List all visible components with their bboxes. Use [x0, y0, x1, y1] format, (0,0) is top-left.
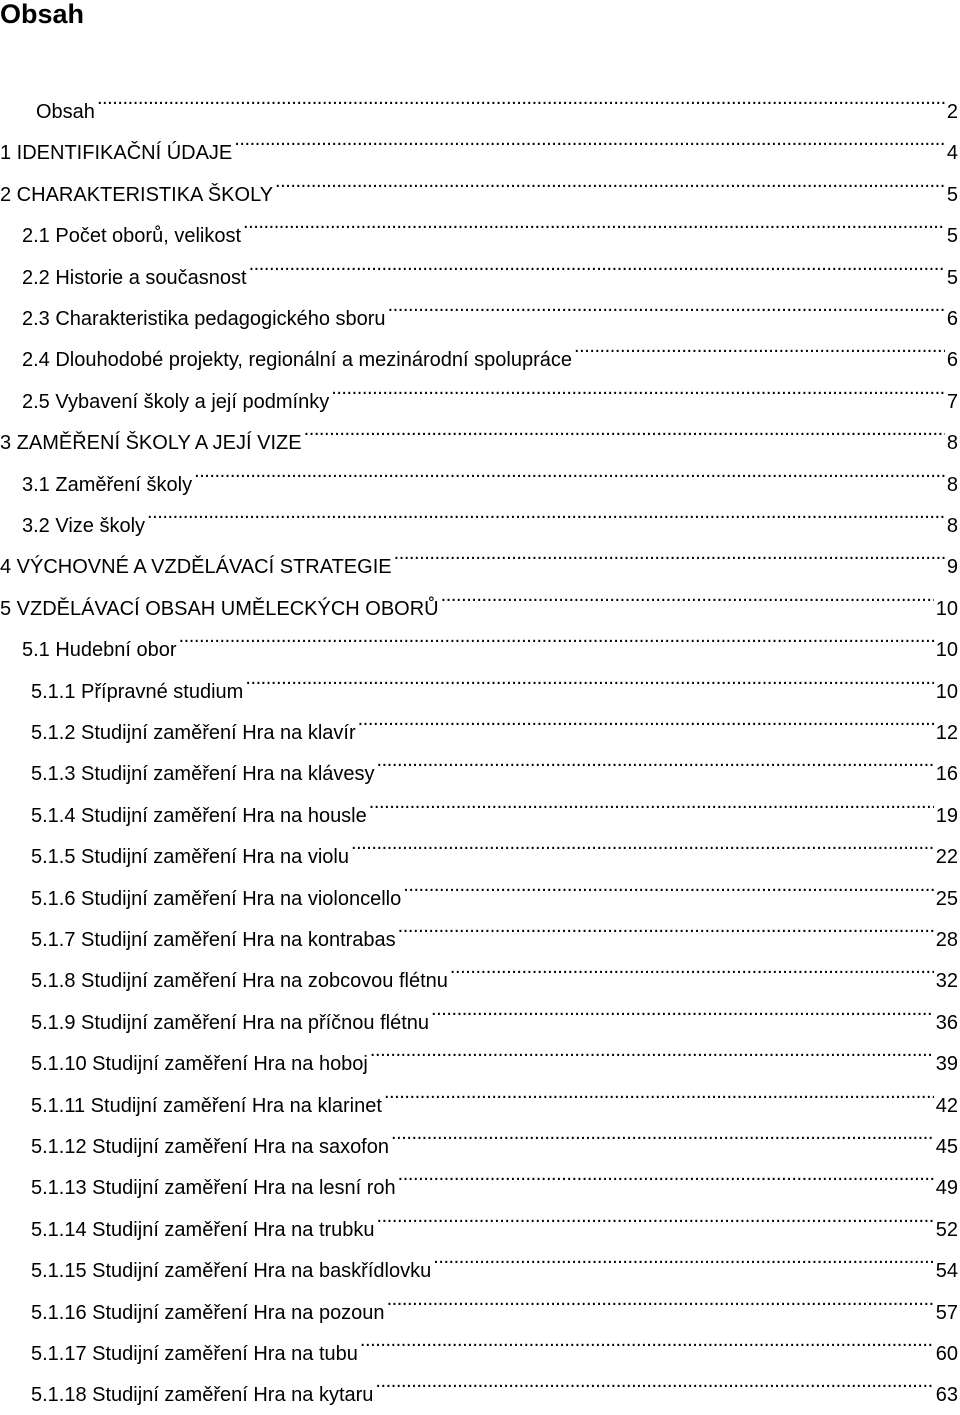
toc-entry-page-number: 6: [946, 308, 958, 330]
toc-entry[interactable]: [0, 119, 960, 165]
toc-entry-page-number: 54: [935, 1260, 958, 1283]
toc-entry-page-number: 28: [935, 929, 958, 951]
toc-entry-label: 5.1.8 Studijní zaměření Hra na zobcovou flétnu: [31, 970, 448, 993]
toc-leader-dots: [304, 409, 945, 449]
toc-entry-page-number: 32: [935, 970, 958, 993]
toc-leader-dots: [194, 451, 945, 491]
toc-entry-page-number: 10: [935, 680, 958, 703]
toc-entry-page-number: 7: [946, 390, 958, 413]
toc-entry[interactable]: [31, 782, 960, 827]
toc-entry-page-number: 16: [935, 763, 958, 786]
toc-leader-dots: [97, 78, 945, 118]
toc-leader-dots: [388, 285, 945, 325]
toc-entry-label: 5.1.11 Studijní zaměření Hra na klarinet: [31, 1094, 382, 1117]
toc-entry-label: 3.1 Zaměření školy: [22, 473, 193, 496]
toc-entry[interactable]: [22, 326, 960, 372]
toc-leader-dots: [398, 1154, 934, 1194]
toc-entry-label: 2.5 Vybavení školy a její podmínky: [22, 390, 330, 413]
toc-entry-label: 4 VÝCHOVNÉ A VZDĚLÁVACÍ STRATEGIE: [0, 556, 392, 579]
toc-entry[interactable]: [31, 1237, 960, 1283]
toc-leader-dots: [375, 1361, 933, 1401]
toc-entry-page-number: 5: [946, 225, 958, 248]
toc-leader-dots: [147, 492, 945, 532]
toc-entry-label: 2 CHARAKTERISTIKA ŠKOLY: [0, 183, 274, 206]
toc-entry-page-number: 9: [946, 556, 958, 579]
toc-leader-dots: [450, 947, 934, 987]
toc-entry-page-number: 60: [935, 1343, 958, 1365]
toc-entry-label: 2.2 Historie a současnost: [22, 266, 247, 289]
toc-entry-page-number: 36: [935, 1011, 958, 1034]
toc-entry[interactable]: [0, 533, 960, 579]
toc-entry-page-number: 22: [935, 846, 958, 869]
toc-entry[interactable]: [22, 202, 960, 248]
toc-leader-dots: [275, 161, 945, 201]
toc-leader-dots: [377, 1196, 934, 1236]
toc-leader-dots: [331, 368, 945, 408]
toc-entry-label: 5.1.6 Studijní zaměření Hra na violoncello: [31, 887, 402, 910]
toc-leader-dots: [377, 740, 934, 780]
toc-entry-page-number: 45: [935, 1136, 958, 1158]
toc-entry[interactable]: [31, 1030, 960, 1076]
toc-entry-label: 5.1.18 Studijní zaměření Hra na kytaru: [31, 1384, 374, 1407]
toc-entry-label: 5.1.13 Studijní zaměření Hra na lesní roh: [31, 1177, 396, 1200]
toc-entry[interactable]: [22, 285, 960, 330]
toc-leader-dots: [360, 1320, 934, 1360]
toc-entry[interactable]: [31, 1279, 960, 1324]
toc-entry[interactable]: [31, 699, 960, 744]
toc-entry-page-number: 6: [946, 349, 958, 372]
toc-entry-label: 5.1.10 Studijní zaměření Hra na hoboj: [31, 1053, 368, 1076]
toc-entry[interactable]: [31, 1361, 960, 1407]
toc-entry[interactable]: [22, 451, 960, 496]
toc-entry[interactable]: [0, 161, 960, 206]
toc-entry-label: 5.1 Hudební obor: [22, 639, 177, 662]
toc-entry[interactable]: [36, 78, 960, 123]
toc-leader-dots: [387, 1279, 934, 1319]
toc-leader-dots: [384, 1072, 934, 1112]
toc-entry[interactable]: [31, 823, 960, 869]
toc-leader-dots: [431, 989, 934, 1029]
toc-entry-page-number: 4: [946, 142, 958, 165]
toc-entry-label: 3 ZAMĚŘENÍ ŠKOLY A JEJÍ VIZE: [0, 432, 302, 455]
toc-leader-dots: [394, 533, 945, 573]
toc-leader-dots: [358, 699, 934, 739]
toc-leader-dots: [369, 782, 934, 822]
toc-leader-dots: [403, 865, 934, 905]
page-title: Obsah: [0, 0, 85, 29]
toc-entry-label: 3.2 Vize školy: [22, 515, 146, 537]
toc-entry[interactable]: [31, 989, 960, 1034]
toc-entry-page-number: 5: [946, 183, 958, 206]
toc-entry-label: 5 VZDĚLÁVACÍ OBSAH UMĚLECKÝCH OBORŮ: [0, 597, 439, 620]
toc-entry-page-number: 63: [935, 1384, 958, 1407]
toc-entry-label: 5.1.3 Studijní zaměření Hra na klávesy: [31, 763, 375, 786]
toc-entry-page-number: 8: [946, 432, 958, 455]
toc-entry-page-number: 8: [946, 515, 958, 537]
toc-leader-dots: [245, 658, 933, 698]
toc-entry[interactable]: [31, 1072, 960, 1117]
toc-entry-page-number: 52: [935, 1218, 958, 1241]
toc-entry[interactable]: [31, 1196, 960, 1241]
toc-entry-label: 5.1.7 Studijní zaměření Hra na kontrabas: [31, 929, 396, 951]
toc-entry-label: 5.1.14 Studijní zaměření Hra na trubku: [31, 1218, 375, 1241]
toc-leader-dots: [391, 1113, 934, 1153]
toc-entry-page-number: 8: [946, 473, 958, 496]
toc-entry-label: 2.3 Charakteristika pedagogického sboru: [22, 308, 386, 330]
toc-entry-label: Obsah: [36, 101, 95, 123]
toc-entry-label: 5.1.2 Studijní zaměření Hra na klavír: [31, 722, 356, 744]
toc-entry[interactable]: [31, 1320, 960, 1365]
toc-leader-dots: [441, 575, 934, 615]
toc-entry-page-number: 10: [935, 639, 958, 662]
toc-entry-page-number: 2: [946, 101, 958, 123]
toc-entry-page-number: 19: [935, 804, 958, 827]
toc-entry-label: 5.1.17 Studijní zaměření Hra na tubu: [31, 1343, 358, 1365]
toc-entry-page-number: 10: [935, 597, 958, 620]
toc-entry[interactable]: [31, 1154, 960, 1200]
toc-leader-dots: [179, 616, 934, 656]
toc-leader-dots: [433, 1237, 934, 1277]
toc-entry-label: 5.1.4 Studijní zaměření Hra na housle: [31, 804, 367, 827]
toc-entry-label: 2.1 Počet oborů, velikost: [22, 225, 242, 248]
toc-entry[interactable]: [22, 244, 960, 289]
toc-entry-page-number: 57: [935, 1301, 958, 1324]
toc-entry[interactable]: [31, 865, 960, 910]
toc-entry[interactable]: [0, 575, 960, 620]
toc-entry-label: 2.4 Dlouhodobé projekty, regionální a mezinárodní spolupráce: [22, 349, 572, 372]
toc-entry-label: 5.1.12 Studijní zaměření Hra na saxofon: [31, 1136, 389, 1158]
toc-entry[interactable]: [0, 409, 960, 455]
toc-entry-label: 1 IDENTIFIKAČNÍ ÚDAJE: [0, 142, 233, 165]
toc-entry[interactable]: [22, 616, 960, 662]
toc-entry[interactable]: [22, 368, 960, 413]
toc-leader-dots: [370, 1030, 934, 1070]
toc-leader-dots: [249, 244, 945, 284]
toc-entry[interactable]: [31, 947, 960, 993]
toc-entry-page-number: 39: [935, 1053, 958, 1076]
toc-entry-page-number: 42: [935, 1094, 958, 1117]
toc-entry-page-number: 12: [935, 722, 958, 744]
toc-entry-page-number: 25: [935, 887, 958, 910]
toc-entry-page-number: 49: [935, 1177, 958, 1200]
toc-leader-dots: [398, 906, 934, 946]
toc-entry[interactable]: [22, 492, 960, 537]
toc-entry-label: 5.1.9 Studijní zaměření Hra na příčnou flétnu: [31, 1011, 430, 1034]
toc-entry-label: 5.1.5 Studijní zaměření Hra na violu: [31, 846, 349, 869]
toc-entry[interactable]: [31, 740, 960, 786]
toc-entry[interactable]: [31, 1113, 960, 1158]
toc-entry[interactable]: [31, 658, 960, 703]
toc-entry-label: 5.1.1 Přípravné studium: [31, 680, 244, 703]
toc-entry-page-number: 5: [946, 266, 958, 289]
toc-leader-dots: [243, 202, 945, 242]
toc-leader-dots: [234, 119, 945, 159]
toc-entry-label: 5.1.16 Studijní zaměření Hra na pozoun: [31, 1301, 385, 1324]
toc-leader-dots: [574, 326, 945, 366]
toc-leader-dots: [351, 823, 934, 863]
toc-entry[interactable]: [31, 906, 960, 951]
toc-entry-label: 5.1.15 Studijní zaměření Hra na baskřídlovku: [31, 1260, 432, 1283]
